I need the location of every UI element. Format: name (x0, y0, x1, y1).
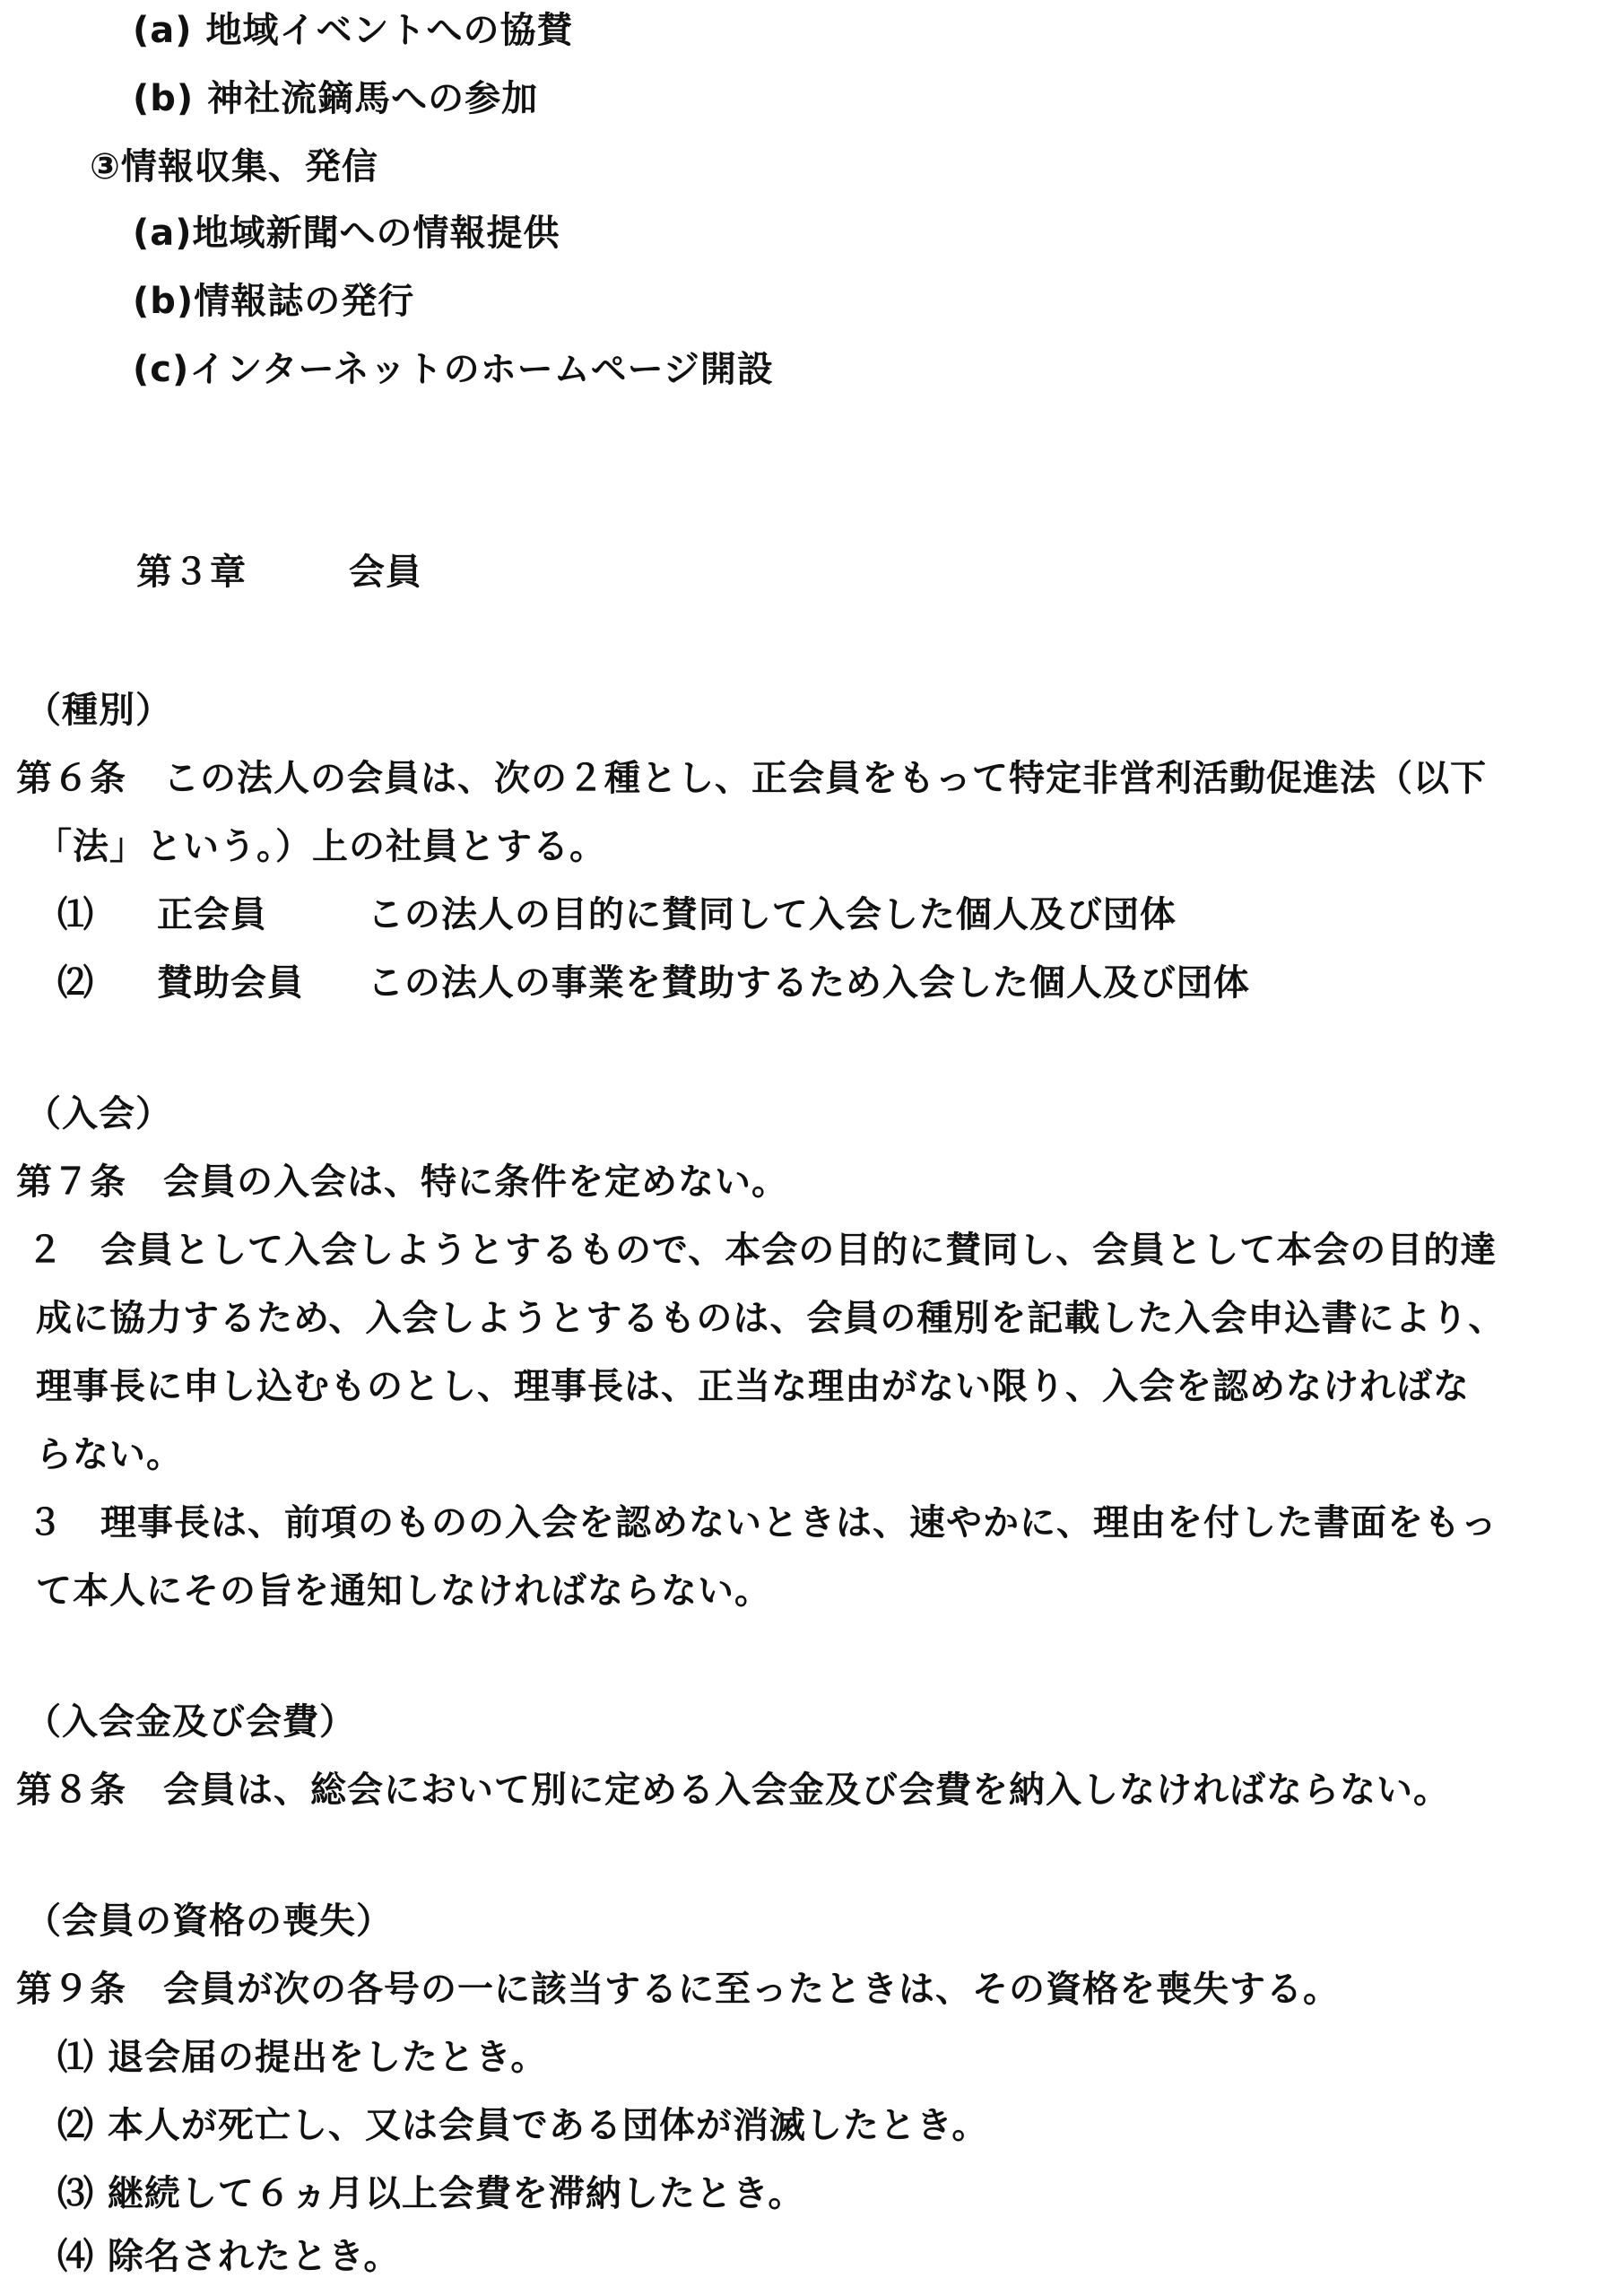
item-description: この法人の目的に賛同して入会した個人及び団体 (367, 894, 1177, 935)
list-item-3: ③情報収集、発信 (90, 146, 378, 187)
chapter-heading (136, 549, 422, 596)
item-description: この法人の事業を賛助するため入会した個人及び団体 (367, 962, 1250, 1004)
chapter-title: 会員 (348, 552, 422, 593)
list-item-3b: (b)情報誌の発行 (133, 281, 415, 322)
list-item-b-text: 神社流鏑馬への参加 (207, 78, 539, 119)
article-9-item-1: ⑴ 退会届の提出をしたとき。 (57, 2037, 548, 2078)
article-7-para-2-line-1: ２ 会員として入会しようとするもので、本会の目的に賛同し、会員として本会の目的達 (27, 1230, 1498, 1271)
article-6-heading: （種別） (25, 690, 172, 731)
item-number: ⑵ (57, 962, 94, 1004)
article-7-para-3-line-2: て本人にその旨を通知しなければならない。 (36, 1570, 771, 1612)
article-7-para-2-line-3: 理事長に申し込むものとし、理事長は、正当な理由がない限り、入会を認めなければな (36, 1366, 1470, 1407)
article-8-heading: （入会金及び会費） (25, 1701, 356, 1743)
list-item-a-mark: (a) (133, 10, 193, 51)
article-9-heading: （会員の資格の喪失） (25, 1900, 393, 1942)
list-item-a (133, 7, 574, 54)
article-7-line-1: 第７条 会員の入会は、特に条件を定めない。 (16, 1161, 788, 1203)
item-number: ⑴ (57, 894, 94, 935)
article-9-item-3: ⑶ 継続して６ヵ月以上会費を滞納したとき。 (57, 2173, 805, 2214)
article-6-line-2: 「法」という。）上の社員とする。 (36, 826, 606, 867)
list-item-3a: (a)地域新聞への情報提供 (133, 213, 560, 254)
list-item-b-mark: (b) (133, 78, 195, 119)
article-6-item-1 (57, 891, 1177, 938)
article-9-item-2: ⑵ 本人が死亡し、又は会員である団体が消滅したとき。 (57, 2105, 989, 2146)
list-item-3c: (c)インターネットのホームページ開設 (133, 349, 774, 390)
article-8-line-1: 第８条 会員は、総会において別に定める入会金及び会費を納入しなければならない。 (16, 1770, 1450, 1811)
chapter-number: 第３章 (136, 552, 247, 593)
list-item-a-text: 地域イベントへの協賛 (205, 10, 574, 51)
article-7-para-2-line-4: らない。 (36, 1434, 183, 1475)
item-term: 賛助会員 (156, 962, 304, 1004)
article-9-item-4: ⑷ 除名されたとき。 (57, 2236, 401, 2277)
article-7-para-3-line-1: ３ 理事長は、前項のものの入会を認めないときは、速やかに、理由を付した書面をもっ (27, 1502, 1498, 1544)
article-6-line-1: 第６条 この法人の会員は、次の２種とし、正会員をもって特定非営利活動促進法（以下 (16, 758, 1487, 799)
article-7-para-2-line-2: 成に協力するため、入会しようとするものは、会員の種別を記載した入会申込書により、 (36, 1298, 1506, 1339)
item-term: 正会員 (156, 894, 267, 935)
article-7-heading: （入会） (25, 1093, 172, 1135)
article-6-item-2 (57, 960, 1250, 1006)
article-9-line-1: 第９条 会員が次の各号の一に該当するに至ったときは、その資格を喪失する。 (16, 1969, 1340, 2010)
list-item-b (133, 75, 538, 122)
